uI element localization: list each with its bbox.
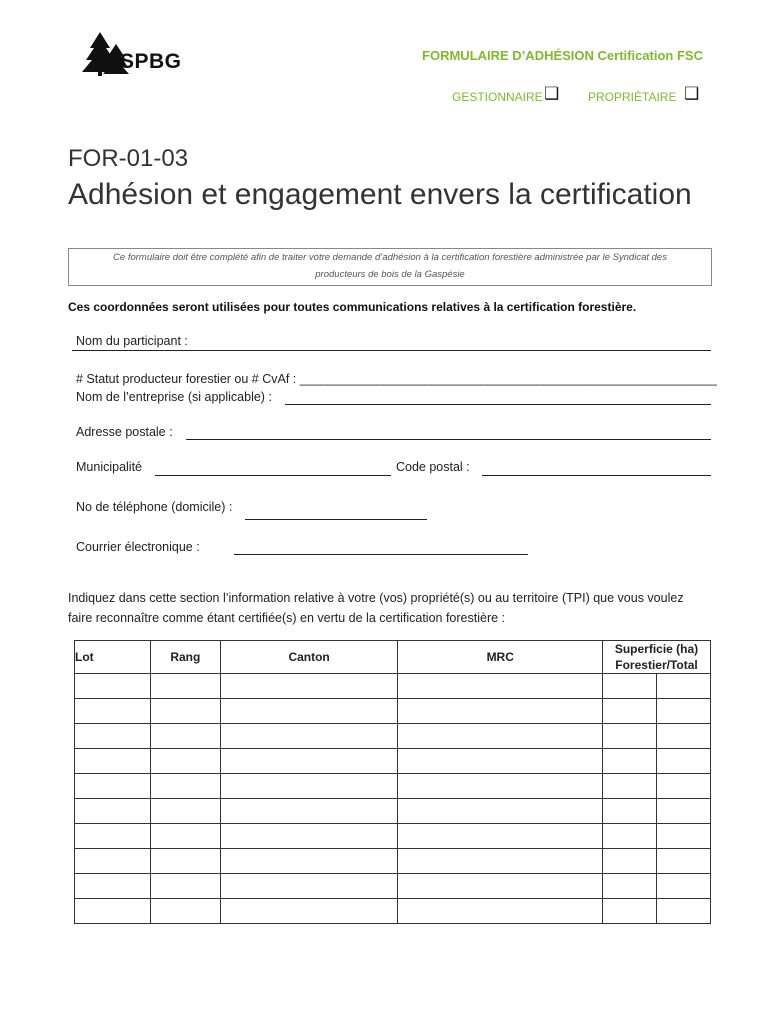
municipalite-field[interactable] — [155, 475, 391, 476]
table-row — [75, 699, 711, 724]
entreprise-field[interactable] — [285, 404, 711, 405]
cell-total[interactable] — [656, 674, 710, 699]
entreprise-label: Nom de l’entreprise (si applicable) : — [76, 390, 272, 404]
cell-mrc[interactable] — [398, 724, 603, 749]
header-mrc: MRC — [398, 641, 603, 674]
telephone-label: No de téléphone (domicile) : — [76, 500, 233, 514]
cell-rang[interactable] — [150, 799, 220, 824]
cell-forestier[interactable] — [603, 824, 657, 849]
cell-rang[interactable] — [150, 824, 220, 849]
property-instructions-line-1: Indiquez dans cette section l’information relative à votre (vos) propriété(s) ou au territoire (TPI) que vous voulez — [68, 591, 684, 605]
participant-label: Nom du participant : — [76, 334, 188, 348]
municipalite-label: Municipalité — [76, 460, 143, 474]
property-table — [74, 640, 711, 924]
cell-canton[interactable] — [220, 849, 398, 874]
header-canton: Canton — [220, 641, 398, 674]
telephone-field[interactable] — [245, 519, 427, 520]
cell-forestier[interactable] — [603, 699, 657, 724]
cell-rang[interactable] — [150, 774, 220, 799]
coordinates-note: Ces coordonnées seront utilisées pour toutes communications relatives à la certification forestière. — [68, 300, 637, 314]
cell-lot[interactable] — [75, 699, 151, 724]
cell-total[interactable] — [656, 799, 710, 824]
table-header-row — [75, 641, 711, 674]
statut-label[interactable]: # Statut producteur forestier ou # CvAf : ____________________________________________________________ — [76, 372, 717, 386]
instructions-line-1: Ce formulaire doit être complété afin de traiter votre demande d’adhésion à la certification forestière administrée par le Syndicat des — [113, 252, 667, 263]
cell-forestier[interactable] — [603, 899, 657, 924]
cell-canton[interactable] — [220, 724, 398, 749]
cell-rang[interactable] — [150, 874, 220, 899]
cell-forestier[interactable] — [603, 749, 657, 774]
cell-forestier[interactable] — [603, 724, 657, 749]
courriel-field[interactable] — [234, 554, 528, 555]
cell-lot[interactable] — [75, 749, 151, 774]
cell-rang[interactable] — [150, 674, 220, 699]
table-row — [75, 674, 711, 699]
header-rang: Rang — [150, 641, 220, 674]
cell-lot[interactable] — [75, 874, 151, 899]
adresse-field[interactable] — [186, 439, 711, 440]
superficie-line-2: Forestier/Total — [615, 658, 698, 672]
code-postal-label: Code postal : — [396, 460, 470, 474]
table-row — [75, 774, 711, 799]
cell-forestier[interactable] — [603, 799, 657, 824]
header-superficie — [603, 641, 711, 674]
role-option-proprietaire: PROPRIÉTAIRE — [588, 90, 677, 104]
cell-mrc[interactable] — [398, 849, 603, 874]
cell-total[interactable] — [656, 774, 710, 799]
cell-canton[interactable] — [220, 874, 398, 899]
header-lot: Lot — [75, 641, 151, 674]
cell-total[interactable] — [656, 849, 710, 874]
table-row — [75, 749, 711, 774]
cell-mrc[interactable] — [398, 799, 603, 824]
cell-canton[interactable] — [220, 749, 398, 774]
cell-forestier[interactable] — [603, 774, 657, 799]
cell-rang[interactable] — [150, 899, 220, 924]
table-row — [75, 874, 711, 899]
participant-field[interactable] — [72, 350, 711, 351]
cell-rang[interactable] — [150, 849, 220, 874]
role-option-gestionnaire: GESTIONNAIRE — [452, 90, 543, 104]
logo-text: SPBG — [120, 50, 182, 73]
table-row — [75, 724, 711, 749]
cell-total[interactable] — [656, 699, 710, 724]
code-postal-field[interactable] — [482, 475, 711, 476]
cell-lot[interactable] — [75, 899, 151, 924]
cell-total[interactable] — [656, 824, 710, 849]
table-row — [75, 824, 711, 849]
adresse-label: Adresse postale : — [76, 425, 173, 439]
cell-total[interactable] — [656, 724, 710, 749]
instructions-box — [68, 248, 712, 286]
cell-lot[interactable] — [75, 724, 151, 749]
cell-canton[interactable] — [220, 899, 398, 924]
cell-mrc[interactable] — [398, 899, 603, 924]
table-row — [75, 849, 711, 874]
cell-canton[interactable] — [220, 674, 398, 699]
courriel-label: Courrier électronique : — [76, 540, 200, 554]
cell-mrc[interactable] — [398, 824, 603, 849]
cell-rang[interactable] — [150, 724, 220, 749]
cell-canton[interactable] — [220, 699, 398, 724]
cell-lot[interactable] — [75, 799, 151, 824]
cell-forestier[interactable] — [603, 874, 657, 899]
superficie-line-1: Superficie (ha) — [614, 642, 699, 656]
cell-mrc[interactable] — [398, 674, 603, 699]
cell-canton[interactable] — [220, 799, 398, 824]
cell-forestier[interactable] — [603, 674, 657, 699]
cell-total[interactable] — [656, 749, 710, 774]
cell-lot[interactable] — [75, 774, 151, 799]
gestionnaire-checkbox[interactable]: ❑ — [544, 84, 560, 103]
cell-lot[interactable] — [75, 849, 151, 874]
cell-canton[interactable] — [220, 824, 398, 849]
cell-mrc[interactable] — [398, 699, 603, 724]
instructions-line-2: producteurs de bois de la Gaspésie — [315, 269, 465, 280]
table-row — [75, 899, 711, 924]
cell-lot[interactable] — [75, 824, 151, 849]
cell-canton[interactable] — [220, 774, 398, 799]
document-code: FOR-01-03 — [68, 145, 189, 172]
cell-forestier[interactable] — [603, 849, 657, 874]
property-instructions-line-2: faire reconnaître comme étant certifiée(s) en vertu de la certification forestière : — [68, 611, 505, 625]
cell-lot[interactable] — [75, 674, 151, 699]
document-title: Adhésion et engagement envers la certification — [68, 178, 692, 211]
form-title: FORMULAIRE D’ADHÉSION Certification FSC — [422, 48, 703, 63]
table-row — [75, 799, 711, 824]
cell-mrc[interactable] — [398, 749, 603, 774]
cell-rang[interactable] — [150, 699, 220, 724]
cell-rang[interactable] — [150, 749, 220, 774]
cell-total[interactable] — [656, 874, 710, 899]
cell-total[interactable] — [656, 899, 710, 924]
cell-mrc[interactable] — [398, 774, 603, 799]
proprietaire-checkbox[interactable]: ❑ — [684, 84, 700, 103]
cell-mrc[interactable] — [398, 874, 603, 899]
